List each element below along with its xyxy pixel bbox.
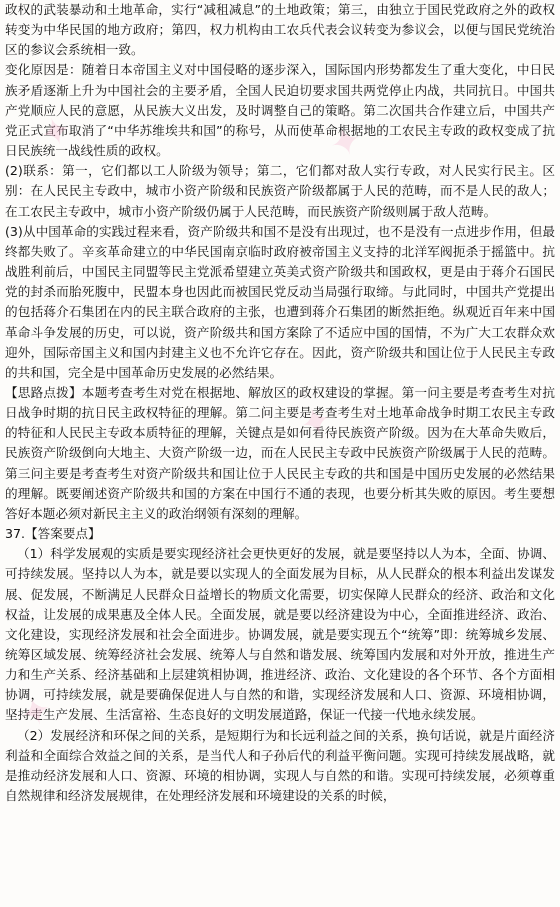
watermark: ✦ bbox=[293, 396, 338, 448]
paragraph-relation-difference: (2)联系：第一，它们都以工人阶级为领导；第二，它们都对敌人实行专政，对人民实行民主。区别：在人民民主专政中，城市小资产阶级和民族资产阶级都属于人民的范畴，而不是人民的敌人；在工农民主专政中，城市小资产阶级仍属于人民范畴，而民族资产阶级则属于敌人范畴。 bbox=[5, 163, 555, 219]
question-37-heading: 37.【答案要点】 bbox=[5, 526, 101, 542]
answer-point-1: （1）科学发展观的实质是要实现经济社会更快更好的发展，就是要坚持以人为本，全面、协调、可持续发展。坚持以人为本，就是要以实现人的全面发展为目标，从人民群众的根本利益出发谋发展、促发展，不断满足人民群众日益增长的物质文化需要，切实保障人民群众的经济、政治和文化权益，让发展的成果惠及全体人民。全面发展，就是要以经济建设为中心，全面推进经济、政治、文化建设，实现经济发展和社会全面进步。协调发展，就是要实现五个“统筹”即：统筹城乡发展、统筹区域发展、统筹经济社会发展、统筹人与自然和谐发展、统筹国内发展和对外开放，推进生产力和生产关系、经济基础和上层建筑相协调，推进经济、政治、文化建设的各个环节、各个方面相协调，可持续发展，就是要确保促进人与自然的和谐，实现经济发展和人口、资源、环境相协调，坚持走生产发展、生活富裕、生态良好的文明发展道路，保证一代接一代地永续发展。 bbox=[5, 546, 555, 723]
paragraph-policy-change: 政权的武装暴动和土地革命，实行“减租减息”的土地政策；第三，由独立于国民党政府之外的政权转变为中华民国的地方政府；第四，权力机构由工农兵代表会议转变为参议会，以便与国民党统治区的参议会系统相一致。 bbox=[5, 2, 555, 58]
watermark: ✦ bbox=[13, 686, 58, 738]
watermark: ✦ bbox=[323, 116, 368, 168]
paragraph-bourgeois-republic: (3)从中国革命的实践过程来看，资产阶级共和国不是没有出现过，也不是没有一点进步作用，但最终都失败了。辛亥革命建立的中华民国南京临时政府被帝国主义支持的北洋军阀扼杀于摇篮中。抗战胜利前后，中国民主同盟等民主党派希望建立英美式资产阶级共和国政权，更是由于蒋介石国民党的封杀而胎死腹中，民盟本身也因此而被国民党反动当局强行取缔。与此同时，中国共产党提出的包括蒋介石集团在内的民主联合政府的主张，也遭到蒋介石集团的断然拒绝。纵观近百年来中国革命斗争发展的历史，可以说，资产阶级共和国方案除了不适应中国的国情，不为广大工农群众欢迎外，国际帝国主义和国内封建主义也不允许它存在。因此，资产阶级共和国让位于人民民主专政的共和国，完全是中国革命历史发展的必然结果。 bbox=[5, 223, 555, 380]
answer-point-2: （2）发展经济和环保之间的关系，是短期行为和长远利益之间的关系，换句话说，就是片面经济利益和全面综合效益之间的关系，是当代人和子孙后代的利益平衡问题。实现可持续发展战略，就是推动经济发展和人口、资源、环境的相协调，实现人与自然的和谐。实现可持续发展，必须尊重自然规律和经济发展规律，在处理经济发展和环境建设的关系的时候， bbox=[5, 727, 555, 804]
paragraph-thinking-hint: 【思路点拨】本题考查考生对党在根据地、解放区的政权建设的掌握。第一问主要是考查考生对抗日战争时期的抗日民主政权特征的理解。第二问主要是考查考生对土地革命战争时期工农民主专政的特征和人民民主专政本质特征的理解，关键点是如何看待民族资产阶级。因为在大革命失败后，民族资产阶级倒向大地主、大资产阶级一边，而在人民民主专政中民族资产阶级属于人民的范畴。第三问主要是考查考生对资产阶级共和国让位于人民民主专政的共和国是中国历史发展的必然结果的理解。既要阐述资产阶级共和国的方案在中国行不通的表现，也要分析其失败的原因。考生要想答好本题必须对新民主主义的政治纲领有深刻的理解。 bbox=[5, 384, 555, 521]
watermark: ✦ bbox=[33, 106, 78, 158]
paragraph-change-reason: 变化原因是：随着日本帝国主义对中国侵略的逐步深入，国际国内形势都发生了重大变化，中日民族矛盾逐渐上升为中国社会的主要矛盾，全国人民迫切要求国共两党停止内战，共同抗日。中国共产党顺应人民的意愿，从民族大义出发，及时调整自己的策略。第二次国共合作建立后，中国共产党正式宣布取消了“中华苏维埃共和国”的称号，从而使革命根据地的工农民主专政的政权变成了抗日民族统一战线性质的政权。 bbox=[5, 62, 555, 159]
